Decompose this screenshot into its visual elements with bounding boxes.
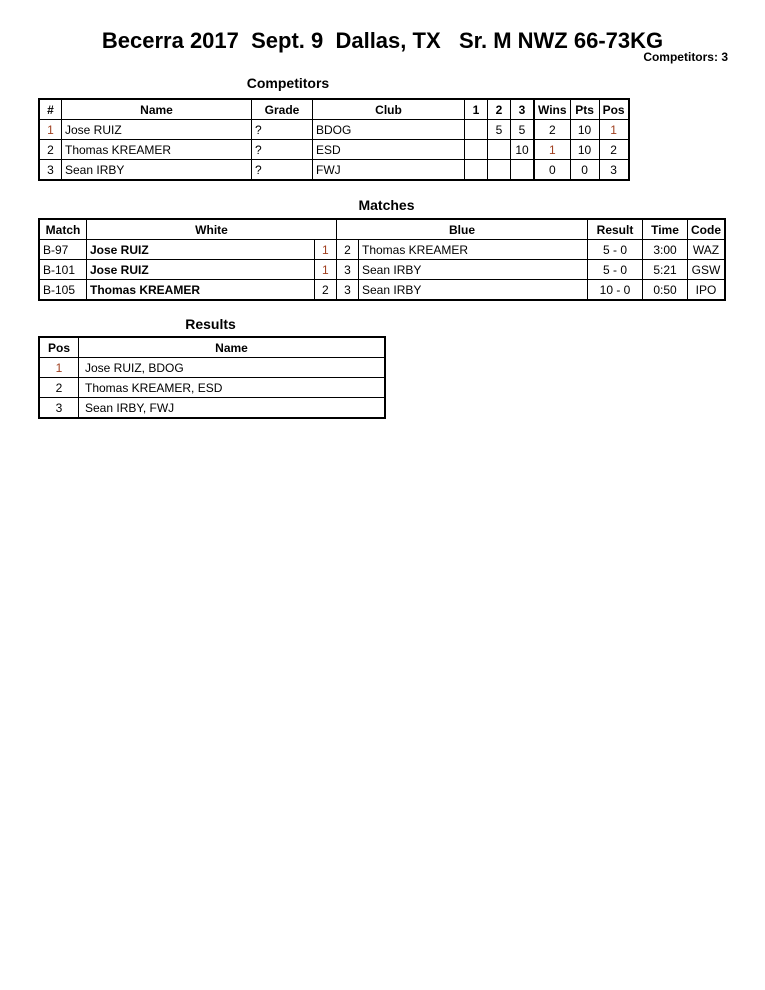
competitor-r2: 5 (488, 120, 511, 140)
competitor-pos: 1 (599, 120, 629, 140)
match-id: B-105 (39, 280, 87, 301)
match-time: 3:00 (643, 240, 688, 260)
table-row (39, 378, 385, 398)
match-white-num: 1 (314, 240, 336, 260)
table-row (39, 260, 725, 280)
col-header-pos: Pos (599, 99, 629, 120)
col-header-name: Name (79, 337, 386, 358)
results-table (38, 336, 386, 419)
competitor-club: FWJ (313, 160, 465, 181)
col-header-result: Result (588, 219, 643, 240)
match-white: Thomas KREAMER (87, 280, 315, 301)
col-header-grade: Grade (252, 99, 313, 120)
col-header-num: # (39, 99, 62, 120)
competitor-r2 (488, 140, 511, 160)
competitors-section-title: Competitors (246, 75, 330, 91)
matches-section-title: Matches (358, 197, 415, 213)
match-id: B-97 (39, 240, 87, 260)
col-header-code: Code (688, 219, 726, 240)
table-row (39, 280, 725, 301)
competitor-num: 2 (39, 140, 62, 160)
match-white: Jose RUIZ (87, 240, 315, 260)
result-pos: 2 (39, 378, 79, 398)
match-blue-num: 2 (337, 240, 359, 260)
competitor-grade: ? (252, 140, 313, 160)
result-pos: 1 (39, 358, 79, 378)
table-row (39, 120, 629, 140)
competitor-pos: 2 (599, 140, 629, 160)
match-blue: Thomas KREAMER (359, 240, 588, 260)
match-blue-num: 3 (337, 280, 359, 301)
table-row (39, 240, 725, 260)
match-white-num: 1 (314, 260, 336, 280)
match-code: WAZ (688, 240, 726, 260)
table-row (39, 358, 385, 378)
competitor-r3: 10 (511, 140, 535, 160)
match-id: B-101 (39, 260, 87, 280)
competitor-count: Competitors: 3 (643, 50, 728, 64)
results-header-row (39, 337, 385, 358)
competitor-pts: 10 (570, 120, 599, 140)
competitor-r3: 5 (511, 120, 535, 140)
table-row (39, 160, 629, 181)
competitor-num: 3 (39, 160, 62, 181)
competitor-wins: 1 (534, 140, 570, 160)
match-blue: Sean IRBY (359, 260, 588, 280)
match-code: IPO (688, 280, 726, 301)
competitor-pos: 3 (599, 160, 629, 181)
col-header-white: White (87, 219, 337, 240)
competitors-table (38, 98, 630, 181)
col-header-blue: Blue (337, 219, 588, 240)
competitor-club: BDOG (313, 120, 465, 140)
match-blue-num: 3 (337, 260, 359, 280)
result-name: Jose RUIZ, BDOG (79, 358, 386, 378)
competitor-wins: 2 (534, 120, 570, 140)
match-code: GSW (688, 260, 726, 280)
matches-header-row (39, 219, 725, 240)
competitor-grade: ? (252, 160, 313, 181)
competitor-grade: ? (252, 120, 313, 140)
competitor-club: ESD (313, 140, 465, 160)
competitor-name: Sean IRBY (62, 160, 252, 181)
competitor-name: Jose RUIZ (62, 120, 252, 140)
match-result: 5 - 0 (588, 240, 643, 260)
match-white-num: 2 (314, 280, 336, 301)
col-header-name: Name (62, 99, 252, 120)
competitor-r3 (511, 160, 535, 181)
col-header-pts: Pts (570, 99, 599, 120)
competitor-r2 (488, 160, 511, 181)
match-white: Jose RUIZ (87, 260, 315, 280)
col-header-time: Time (643, 219, 688, 240)
page-title: Becerra 2017 Sept. 9 Dallas, TX Sr. M NWZ 66-73KG (101, 28, 664, 53)
matches-table (38, 218, 726, 301)
competitor-r1 (465, 140, 488, 160)
result-name: Sean IRBY, FWJ (79, 398, 386, 419)
results-section-title: Results (185, 316, 236, 332)
col-header-r1: 1 (465, 99, 488, 120)
match-result: 5 - 0 (588, 260, 643, 280)
match-time: 5:21 (643, 260, 688, 280)
col-header-match: Match (39, 219, 87, 240)
competitor-num: 1 (39, 120, 62, 140)
competitor-wins: 0 (534, 160, 570, 181)
col-header-wins: Wins (534, 99, 570, 120)
competitor-r1 (465, 120, 488, 140)
col-header-club: Club (313, 99, 465, 120)
result-pos: 3 (39, 398, 79, 419)
competitor-r1 (465, 160, 488, 181)
match-time: 0:50 (643, 280, 688, 301)
competitor-pts: 10 (570, 140, 599, 160)
table-row (39, 140, 629, 160)
competitor-name: Thomas KREAMER (62, 140, 252, 160)
col-header-pos: Pos (39, 337, 79, 358)
competitors-header-row (39, 99, 629, 120)
table-row (39, 398, 385, 419)
competitor-pts: 0 (570, 160, 599, 181)
col-header-r3: 3 (511, 99, 535, 120)
col-header-r2: 2 (488, 99, 511, 120)
result-name: Thomas KREAMER, ESD (79, 378, 386, 398)
match-blue: Sean IRBY (359, 280, 588, 301)
match-result: 10 - 0 (588, 280, 643, 301)
